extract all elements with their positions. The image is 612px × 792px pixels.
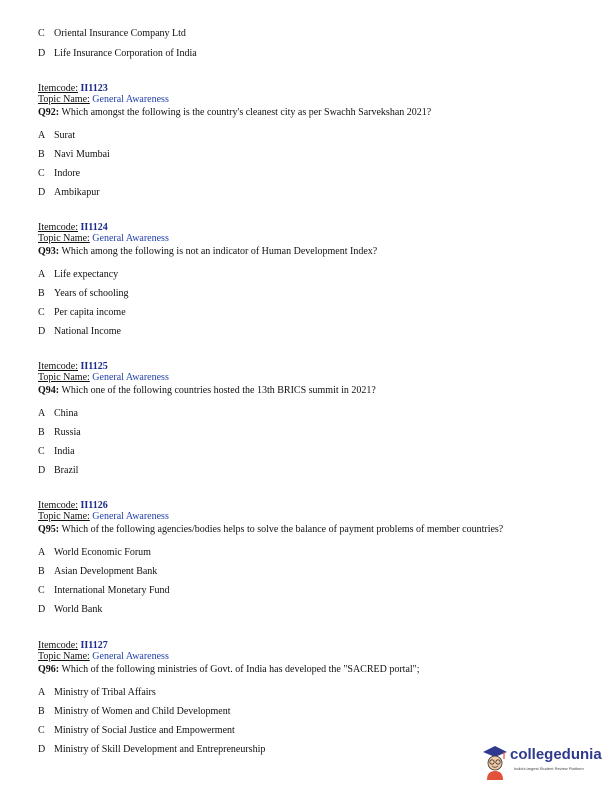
itemcode-line [38,500,598,511]
topic-value: General Awareness [92,511,169,522]
brand-name: collegedunia [510,746,602,763]
topic-label: Topic Name: [38,651,90,662]
question-text [38,663,598,677]
student-mascot-icon [480,742,510,782]
option-text: Ambikapur [54,187,100,198]
option-letter: B [38,427,45,438]
option-text: International Monetary Fund [54,585,170,596]
option-text: Ministry of Women and Child Development [54,706,231,717]
option-row [38,427,81,439]
question-body: Which among the following is not an indicator of Human Development Index? [61,246,378,257]
option-letter: C [38,307,45,318]
brand-tagline: India's largest Student Review Platform [514,766,584,771]
question-block [38,361,598,476]
option-row [38,269,118,281]
itemcode-value: II1123 [80,83,108,94]
question-text [38,245,598,259]
option-letter: D [38,187,46,198]
option-letter: D [38,465,46,476]
question-number: Q93: [38,246,60,257]
option-row [38,28,186,40]
itemcode-value: II1125 [80,361,108,372]
option-row [38,465,78,477]
itemcode-label: Itemcode: [38,83,78,94]
option-text: Life expectancy [54,269,119,280]
option-letter: D [38,744,46,755]
question-number: Q92: [38,107,60,118]
question-text [38,523,598,537]
option-letter: D [38,326,46,337]
itemcode-value: II1124 [80,222,108,233]
option-row [38,547,151,559]
question-body: Which of the following ministries of Govt. of India has developed the "SACRED portal"; [61,664,420,675]
itemcode-line [38,640,598,651]
option-letter: C [38,725,45,736]
option-text: India [54,446,75,457]
option-row [38,168,80,180]
option-letter: B [38,288,45,299]
option-row [38,744,265,756]
option-text: Ministry of Skill Development and Entrepreneurship [54,744,266,755]
option-text: Years of schooling [54,288,129,299]
option-text: World Bank [54,604,103,615]
question-body: Which of the following agencies/bodies helps to solve the balance of payment problems of member countries? [61,524,504,535]
option-text: Navi Mumbai [54,149,110,160]
option-letter: B [38,566,45,577]
option-text: Asian Development Bank [54,566,158,577]
question-number: Q94: [38,385,60,396]
topic-line [38,511,598,522]
topic-label: Topic Name: [38,233,90,244]
option-text: Ministry of Tribal Affairs [54,687,156,698]
question-block [38,222,598,337]
topic-line [38,94,598,105]
option-text: National Income [54,326,121,337]
option-row [38,130,75,142]
option-text: Brazil [54,465,79,476]
option-row [38,288,129,300]
option-text: Per capita income [54,307,126,318]
option-row [38,604,102,616]
topic-value: General Awareness [92,94,169,105]
itemcode-label: Itemcode: [38,500,78,511]
topic-label: Topic Name: [38,511,90,522]
question-block [38,500,598,615]
option-letter: C [38,168,45,179]
itemcode-label: Itemcode: [38,640,78,651]
option-letter: B [38,149,45,160]
itemcode-line [38,361,598,372]
topic-label: Topic Name: [38,372,90,383]
option-row [38,307,126,319]
option-row [38,149,110,161]
option-text: Russia [54,427,81,438]
option-letter: C [38,585,45,596]
topic-label: Topic Name: [38,94,90,105]
option-text: Surat [54,130,76,141]
option-letter: C [38,28,45,39]
question-text [38,384,598,398]
option-row [38,187,100,199]
question-number: Q95: [38,524,60,535]
option-letter: D [38,604,46,615]
option-text: Ministry of Social Justice and Empowerment [54,725,235,736]
option-row [38,408,78,420]
option-letter: A [38,130,46,141]
option-text: World Economic Forum [54,547,151,558]
question-text [38,106,598,120]
option-text: Oriental Insurance Company Ltd [54,28,186,39]
option-row [38,48,197,60]
topic-line [38,372,598,383]
itemcode-label: Itemcode: [38,361,78,372]
topic-value: General Awareness [92,233,169,244]
option-letter: A [38,687,46,698]
option-letter: A [38,408,46,419]
option-letter: D [38,48,46,59]
itemcode-line [38,222,598,233]
option-text: Indore [54,168,81,179]
topic-value: General Awareness [92,651,169,662]
topic-line [38,651,598,662]
option-row [38,566,157,578]
collegedunia-logo [480,740,608,784]
question-body: Which amongst the following is the country's cleanest city as per Swachh Sarvekshan 2021? [61,107,432,118]
option-row [38,725,235,737]
itemcode-value: II1126 [80,500,108,511]
question-number: Q96: [38,664,60,675]
option-text: China [54,408,78,419]
question-block [38,83,598,198]
option-row [38,585,170,597]
option-row [38,446,75,458]
topic-line [38,233,598,244]
itemcode-label: Itemcode: [38,222,78,233]
option-row [38,706,231,718]
itemcode-value: II1127 [80,640,108,651]
option-letter: C [38,446,45,457]
option-row [38,687,156,699]
question-body: Which one of the following countries hosted the 13th BRICS summit in 2021? [61,385,376,396]
topic-value: General Awareness [92,372,169,383]
option-text: Life Insurance Corporation of India [54,48,197,59]
option-letter: A [38,547,46,558]
itemcode-line [38,83,598,94]
option-letter: B [38,706,45,717]
option-letter: A [38,269,46,280]
option-row [38,326,121,338]
